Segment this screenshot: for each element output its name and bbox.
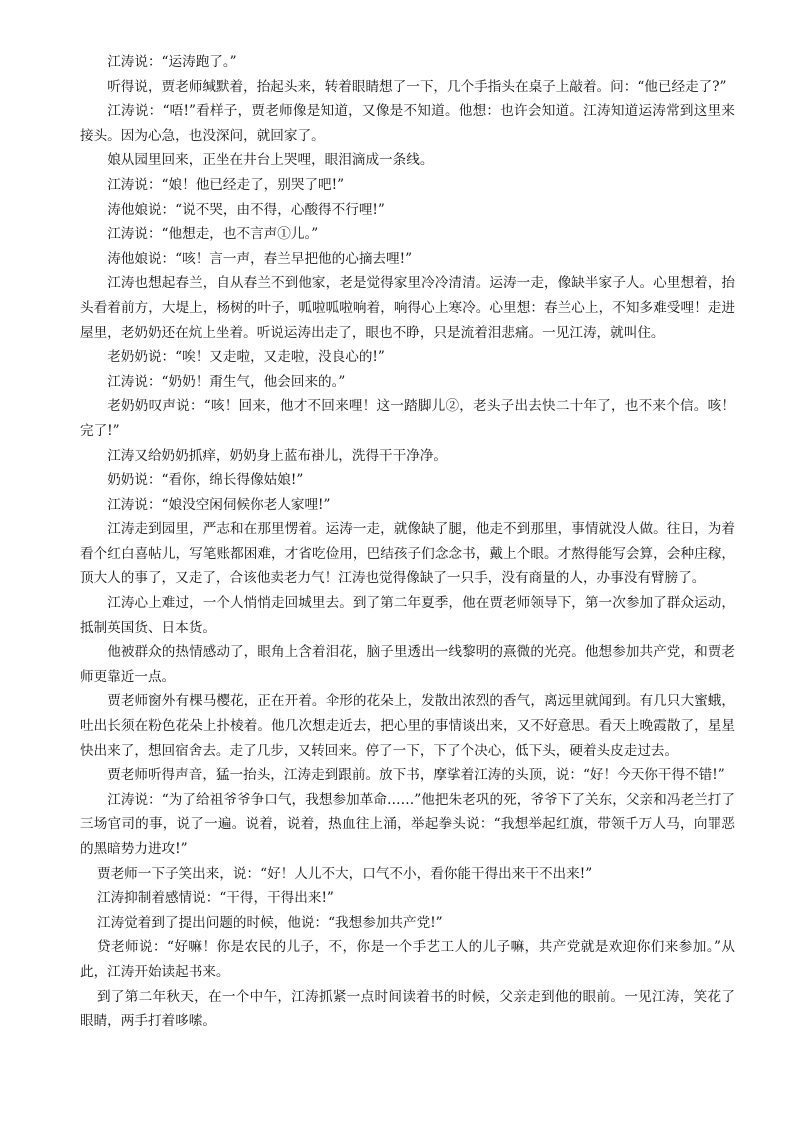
paragraph: 奶奶说：“看你，绵长得像姑娘!”: [107, 472, 304, 489]
paragraph: 贾老师一下子笑出来，说：“好！人儿不大，口气不小，看你能干得出来干不出来!”: [97, 865, 593, 882]
paragraph: 江涛说：“他想走，也不言声①儿。”: [107, 226, 319, 243]
paragraph: 江涛说：“运涛跑了。”: [107, 54, 237, 70]
paragraph: 贷老师说：“好嘛！你是农民的儿子，不，你是一个手艺工人的儿子嘛，共产党就是欢迎你们来参加。”从此，江涛开始读起书来。: [80, 939, 735, 980]
paragraph: 贾老师窗外有棵马樱花，正在开着。伞形的花朵上，发散出浓烈的香气，离远里就闻到。有几只大蜜蛾，吐出长须在粉色花朵上扑棱着。他几次想走近去，把心里的事情谈出来，又不好意思。看天上晚霞散了，星星快出来了，想回宿舍去。走了几步，又转回来。停了一下，下了个决心，低下头，硬着头皮走过去。: [80, 693, 735, 759]
paragraph: 江涛说：“娘！他已经走了，别哭了吧!”: [107, 176, 345, 193]
paragraph: 江涛说：“唔!”看样子，贾老师像是知道，又像是不知道。他想：也许会知道。江涛知道运涛常到这里来接头。因为心急，也没深问，就回家了。: [80, 103, 735, 144]
paragraph: 江涛说：“奶奶！甭生气，他会回来的。”: [107, 373, 346, 390]
paragraph: 到了第二年秋天，在一个中午，江涛抓紧一点时间读着书的时候，父亲走到他的眼前。一见江涛，笑花了眼睛，两手打着哆嗦。: [80, 988, 735, 1030]
paragraph: 江涛抑制着感情说：“干得，干得出来!”: [97, 890, 334, 907]
paragraph: 涛他娘说：“咳！言一声，春兰早把他的心摘去哩!”: [107, 250, 413, 267]
paragraph: 听得说，贾老师缄默着，抬起头来，转着眼睛想了一下，几个手指头在桌子上敲着。问：“他已经走了?”: [107, 78, 727, 95]
paragraph: 老奶奶叹声说：“咳！回来，他才不回来哩！这一踏脚儿②，老头子出去快二十年了，也不来个信。咳！完了!”: [80, 398, 735, 439]
paragraph: 涛他娘说：“说不哭，由不得，心酸得不行哩!”: [107, 201, 385, 218]
paragraph: 他被群众的热情感动了，眼角上含着泪花，脑子里透出一线黎明的熹微的光亮。他想参加共产党，和贾老师更靠近一点。: [80, 644, 735, 685]
paragraph: 老奶奶说：“唉！又走啦，又走啦，没良心的!”: [107, 349, 385, 366]
paragraph: 娘从园里回来，正坐在井台上哭哩，眼泪滴成一条线。: [107, 152, 434, 169]
paragraph: 贾老师听得声音，猛一抬头，江涛走到跟前。放下书，摩挲着江涛的头顶，说：“好！今天你干得不错!”: [107, 767, 725, 784]
paragraph: 江涛说：“娘没空闲伺候你老人家哩!”: [107, 496, 331, 513]
paragraph: 江涛觉着到了提出问题的时候，他说：“我想参加共产党!”: [97, 914, 443, 931]
paragraph: 江涛心上难过，一个人悄悄走回城里去。到了第二年夏季，他在贾老师领导下，第一次参加了群众运动，抵制英国货、日本货。: [80, 595, 735, 636]
paragraph: 江涛又给奶奶抓痒，奶奶身上蓝布褂儿，洗得干干净净。: [107, 447, 448, 464]
paragraph: 江涛也想起春兰，自从春兰不到他家，老是觉得家里冷冷清清。运涛一走，像缺半家子人。心里想着，抬头看着前方，大堤上，杨树的叶子，呱啦呱啦响着，响得心上寒冷。心里想：春兰心上，不知多难受哩！走进屋里，老奶奶还在炕上坐着。听说运涛出走了，眼也不睁，只是流着泪悲痛。一见江涛，就叫住。: [80, 275, 735, 341]
paragraph: 江涛走到园里，严志和在那里愣着。运涛一走，就像缺了腿，他走不到那里，事情就没人做。往日，为着看个红白喜帖儿，写笔账都困难，才省吃俭用，巴结孩子们念念书，戴上个眼。才熬得能写会算，会种庄稼，顶大人的事了，又走了，合该他卖老力气！江涛也觉得像缺了一只手，没有商量的人，办事没有臂膀了。: [80, 521, 735, 587]
paragraph: 江涛说：“为了给祖爷爷争口气，我想参加革命……”他把朱老巩的死，爷爷下了关东，父亲和冯老兰打了三场官司的事，说了一遍。说着，说着，热血往上涌，举起拳头说：“我想举起红旗，带领千万人马，向罪恶的黑暗势力进攻!”: [80, 791, 735, 857]
